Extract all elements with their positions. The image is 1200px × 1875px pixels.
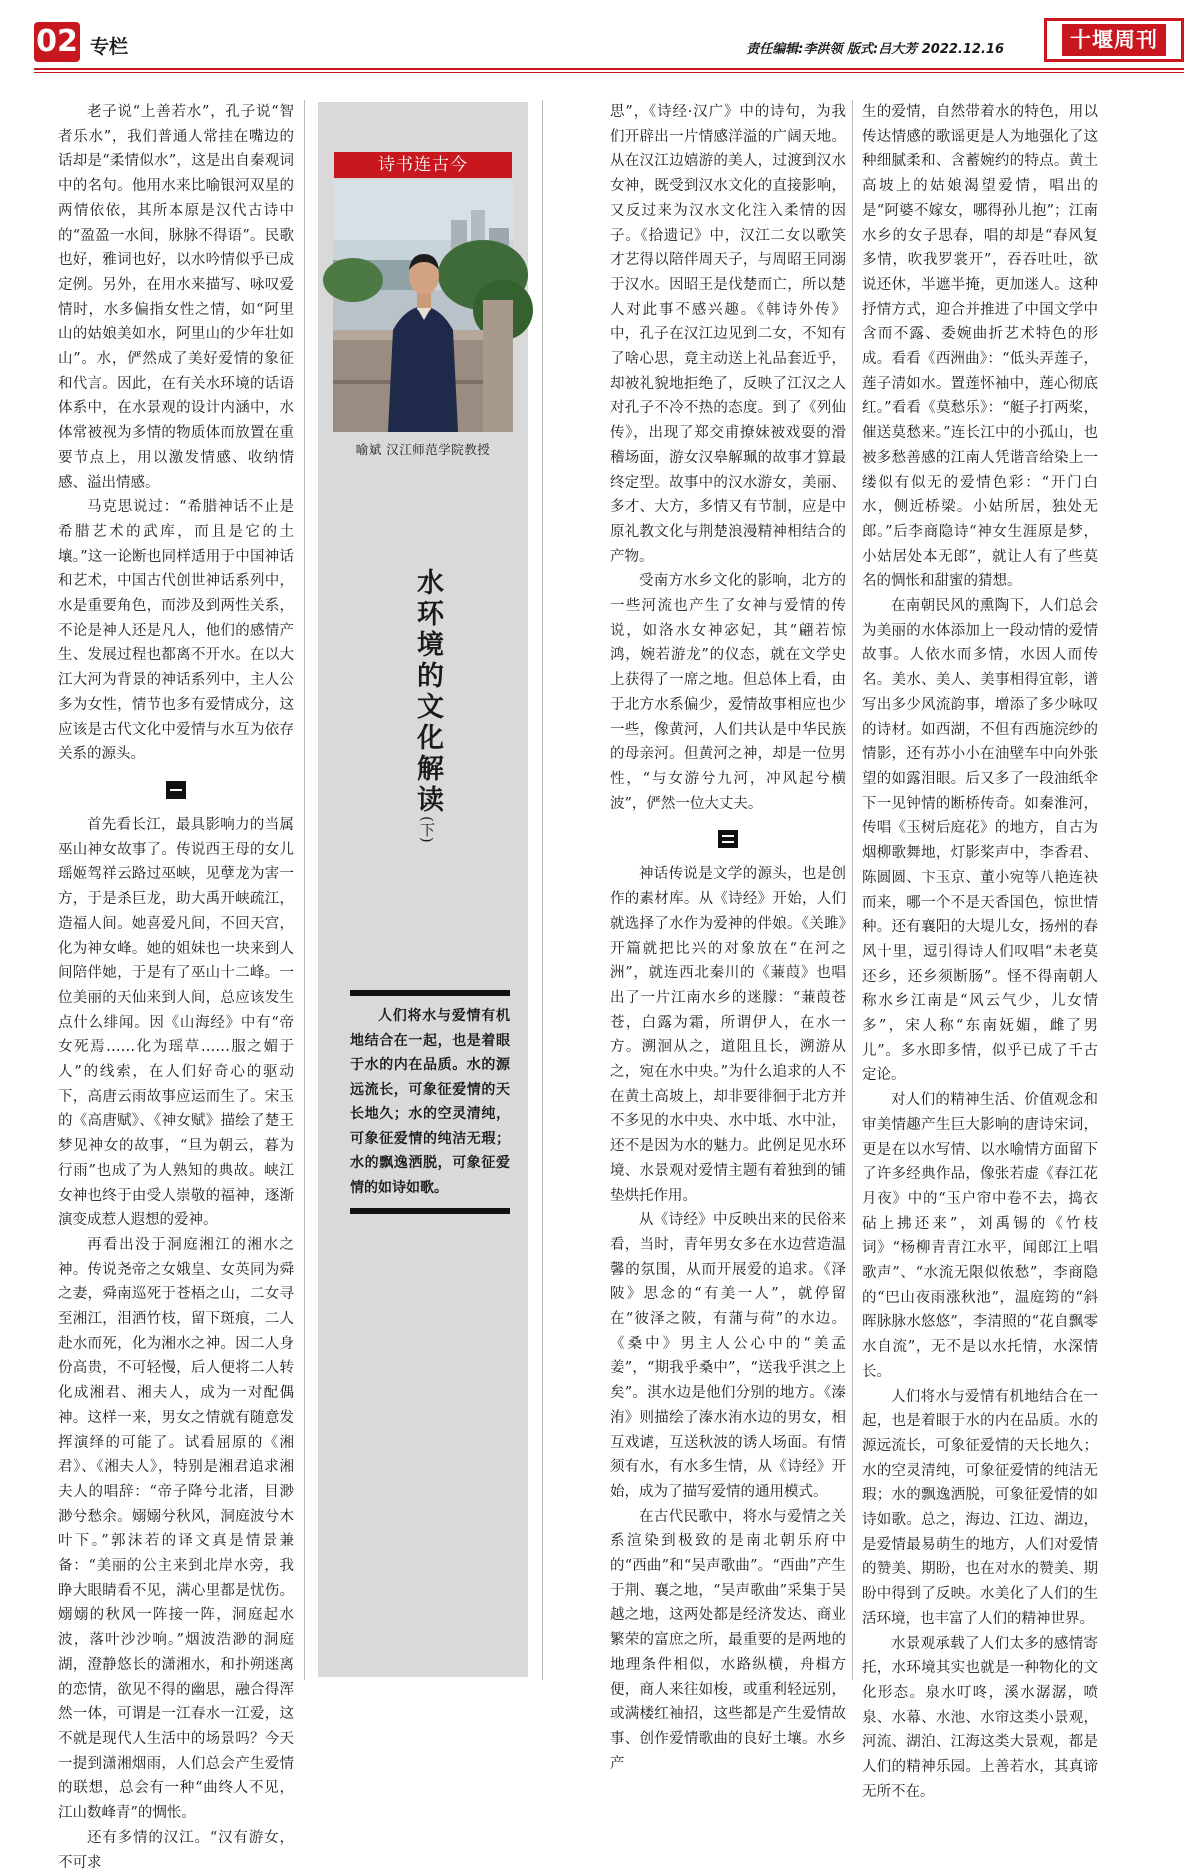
- section-marker-one: [166, 781, 186, 799]
- column-tag: 诗书连古今: [334, 152, 512, 178]
- author-photo: [333, 180, 513, 432]
- paragraph: 马克思说过：“希腊神话不止是希腊艺术的武库，而且是它的土壤。”这一论断也同样适用于中国神话和艺术，中国古代创世神话系列中，水是重要角色，而涉及到两性关系，不论是神人还是凡人，他们的感情产生、发展过程也都离不开水。在以大江大河为背景的神话系列中，主人公多为女性，情节也多有爱情成分，这应该是古代文化中爱情与水互为依存关系的源头。: [58, 499, 294, 763]
- article-title-part: (下): [418, 816, 436, 843]
- paragraph: 受南方水乡文化的影响，北方的一些河流也产生了女神与爱情的传说，如洛水女神宓妃，其“翩若惊鸿，婉若游龙”的仪态，就在文学史上获得了一席之地。但总体上看，由于北方水系偏少，爱情故事相应也少一些，像黄河，人们共认是中华民族的母亲河。但黄河之神，却是一位男性，“与女游兮九河，冲风起兮横波”，俨然一位大丈夫。: [610, 573, 846, 812]
- paragraph: 思”，《诗经·汉广》中的诗句，为我们开辟出一片情感洋溢的广阔天地。从在汉江边嬉游的美人，过渡到汉水女神，既受到汉水文化的直接影响，又反过来为汉水文化注入柔情的因子。《拾遗记》中，汉江二女以歌笑才艺得以陪伴周天子，与周昭王同溺于汉水。因昭王是伐楚而亡，所以楚人对此事不感兴趣。《韩诗外传》中，孔子在汉江边见到二女，不知有了啥心思，竟主动送上礼品套近乎，却被礼貌地拒绝了，反映了江汉之人对孔子不冷不热的态度。到了《列仙传》，出现了郑交甫撩妹被戏耍的滑稽场面，游女汉皋解珮的故事才算最终定型。故事中的汉水游女，美丽、多才、大方，多情又有节制，应是中原礼教文化与荆楚浪漫精神相结合的产物。: [610, 104, 846, 565]
- masthead-logo: [1044, 18, 1184, 62]
- header-rule: [34, 68, 1184, 70]
- article-column-4: [862, 100, 1098, 1800]
- column-divider: [542, 100, 543, 1680]
- paragraph: 在南朝民风的熏陶下，人们总会为美丽的水体添加上一段动情的爱情故事。人依水而多情，水因人而传名。美水、美人、美事相得宜彰，谱写出多少风流韵事，增添了多少咏叹的诗材。如西湖，不但有西施浣纱的情影，还有苏小小在油壁车中向外张望的如露泪眼。后又多了一段油纸伞下一见钟情的断桥传奇。如秦淮河，传唱《玉树后庭花》的地方，自古为烟柳歌舞地，灯影桨声中，李香君、陈圆圆、卞玉京、董小宛等八艳连袂而来，哪一个不是天香国色，惊世情种。还有襄阳的大堤儿女，扬州的春风十里，逗引得诗人们叹唱“未老莫还乡，还乡须断肠”。怪不得南朝人称水乡江南是“风云气少，儿女情多”，宋人称“东南妩媚，雌了男儿”。多水即多情，似乎已成了千古定论。: [862, 598, 1098, 1084]
- masthead-title: 十堰周刊: [1070, 27, 1158, 52]
- article-title-text: 水环境的文化解读: [412, 568, 443, 816]
- pull-quote: [350, 1004, 510, 1200]
- pull-quote-text: 人们将水与爱情有机地结合在一起，也是着眼于水的内在品质。水的源远流长，可象征爱情的天长地久；水的空灵清纯，可象征爱情的纯洁无瑕；水的飘逸洒脱，可象征爱情的如诗如歌。: [350, 1008, 510, 1196]
- paragraph: 神话传说是文学的源头，也是创作的素材库。从《诗经》开始，人们就选择了水作为爱神的伴娘。《关雎》开篇就把比兴的对象放在“在河之洲”，就连西北秦川的《蒹葭》也唱出了一片江南水乡的迷朦：“蒹葭苍苍，白露为霜，所谓伊人，在水一方。溯洄从之，道阻且长，溯游从之，宛在水中央。”为什么追求的人不在黄土高坡上，却非要徘徊于北方并不多见的水中央、水中坻、水中沚，还不是因为水的魅力。此例足见水环境、水景观对爱情主题有着独到的铺垫烘托作用。: [610, 866, 846, 1204]
- paragraph: 从《诗经》中反映出来的民俗来看，当时，青年男女多在水边营造温馨的氛围，从而开展爱的追求。《泽陂》思念的“有美一人”，就停留在“彼泽之陂，有蒲与荷”的水边。《桑中》男主人公心中的“美孟姜”，“期我乎桑中”，“送我乎淇之上矣”。淇水边是他们分别的地方。《溱洧》则描绘了溱水洧水边的男女，相互戏谑，互送秋波的诱人场面。有情须有水，有水多生情，从《诗经》开始，成为了描写爱情的通用模式。: [610, 1212, 846, 1500]
- paragraph: 对人们的精神生活、价值观念和审美情趣产生巨大影响的唐诗宋词，更是在以水写情、以水喻情方面留下了许多经典作品，像张若虚《春江花月夜》中的“玉户帘中卷不去，捣衣砧上拂还来”，刘禹锡的《竹枝词》“杨柳青青江水平，闻郎江上唱歌声”、“水流无限似侬愁”，李商隐的“巴山夜雨涨秋池”，温庭筠的“斜晖脉脉水悠悠”，李清照的“花自飘零水自流”，无不是以水托情，水深情长。: [862, 1092, 1098, 1380]
- section-marker-two: [718, 830, 738, 848]
- article-column-3: [610, 100, 846, 1772]
- paragraph: 再看出没于洞庭湘江的湘水之神。传说尧帝之女娥皇、女英同为舜之妻，舜南巡死于苍梧之山，二女寻至湘江，泪洒竹枝，留下斑痕，二人赴水而死，化为湘水之神。因二人身份高贵，不可轻慢，后人便将二人转化成湘君、湘夫人，成为一对配偶神。这样一来，男女之情就有随意发挥演绎的可能了。试看屈原的《湘君》、《湘夫人》，特别是湘君追求湘夫人的唱辞：“帝子降兮北渚，目渺渺兮愁余。嫋嫋兮秋风，洞庭波兮木叶下。”郭沫若的译文真是情景兼备：“美丽的公主来到北岸水旁，我睁大眼睛看不见，满心里都是忧伤。嫋嫋的秋风一阵接一阵，洞庭起水波，落叶沙沙响。”烟波浩渺的洞庭湖，澄静悠长的潇湘水，和扑朔迷离的恋情，欲见不得的幽思，融合得浑然一体，可谓是一江春水一江爱，这不就是现代人生活中的场景吗？今天一提到潇湘烟雨，人们总会产生爱情的联想，总会有一种“曲终人不见，江山数峰青”的惆怅。: [58, 1236, 294, 1822]
- column-divider: [304, 100, 305, 1680]
- header-rule-thin: [34, 72, 1184, 73]
- paragraph: 老子说“上善若水”，孔子说“智者乐水”，我们普通人常挂在嘴边的话却是“柔情似水”，这是出自秦观词中的名句。他用水来比喻银河双星的两情依依，其所本原是汉代古诗中的“盈盈一水间，脉脉不得语”。民歌也好，雅词也好，以水吟情似乎已成定例。另外，在用水来描写、咏叹爱情时，水多偏指女性之情，如“阿里山的姑娘美如水，阿里山的少年壮如山”。水，俨然成了美好爱情的象征和代言。因此，在有关水环境的话语体系中，在水景观的设计内涵中，水体常被视为多情的物质体而放置在重要节点上，用以激发情感、收纳情感、溢出情感。: [58, 104, 294, 491]
- paragraph: 在古代民歌中，将水与爱情之关系渲染到极致的是南北朝乐府中的“西曲”和“吴声歌曲”。“西曲”产生于荆、襄之地，“吴声歌曲”采集于吴越之地，这两处都是经济发达、商业繁荣的富庶之所，最重要的是两地的地理条件相似，水路纵横，舟楫方便，商人来往如梭，或重利轻远别，或满楼红袖招，这些都是产生爱情故事、创作爱情歌曲的良好土壤。水乡产: [610, 1508, 846, 1772]
- paragraph: 水景观承载了人们太多的感情寄托，水环境其实也就是一种物化的文化形态。泉水叮咚，溪水潺潺，喷泉、水幕、水池、水帘这类小景观，河流、湖泊、江海这类大景观，都是人们的精神乐园。上善若水，其真谛无所不在。: [862, 1635, 1098, 1800]
- article-title: [410, 568, 444, 843]
- column-divider: [852, 100, 853, 1680]
- article-column-1: [58, 100, 294, 1871]
- paragraph: 人们将水与爱情有机地结合在一起，也是着眼于水的内在品质。水的源远流长，可象征爱情的天长地久；水的空灵清纯，可象征爱情的纯洁无瑕；水的飘逸洒脱，可象征爱情的如诗如歌。总之，海边、江边、湖边，是爱情最易萌生的地方，人们对爱情的赞美、期盼，也在对水的赞美、期盼中得到了反映。水美化了人们的生活环境，也丰富了人们的精神世界。: [862, 1388, 1098, 1627]
- page-header: [34, 18, 1184, 64]
- editor-credits: 责任编辑:李洪领 版式:吕大芳 2022.12.16: [746, 42, 1004, 57]
- paragraph: 首先看长江，最具影响力的当属巫山神女故事了。传说西王母的女儿瑶姬驾祥云路过巫峡，见孽龙为害一方，于是杀巨龙，助大禹开峡疏江，造福人间。她喜爱凡间，不回天宫，化为神女峰。她的姐妹也一块来到人间陪伴她，于是有了巫山十二峰。一位美丽的天仙来到人间，总应该发生点什么绯闻。因《山海经》中有“帝女死焉……化为瑶草……服之媚于人”的线索，在人们好奇心的驱动下，高唐云雨故事应运而生了。宋玉的《高唐赋》、《神女赋》描绘了楚王梦见神女的故事，“旦为朝云，暮为行雨”也成了为人熟知的典故。峡江女神也终于由受人崇敬的福神，逐渐演变成惹人遐想的爱神。: [58, 816, 294, 1229]
- pullquote-bottom-bar: [350, 1208, 510, 1214]
- paragraph: 生的爱情，自然带着水的特色，用以传达情感的歌谣更是人为地强化了这种细腻柔和、含蓄婉约的特点。黄土高坡上的姑娘渴望爱情，唱出的是“阿婆不嫁女，哪得孙儿抱”；江南水乡的女子思春，唱的却是“春风复多情，吹我罗裳开”，吞吞吐吐，欲说还休，半遮半掩，更加迷人。这种抒情方式，迎合并推进了中国文学中含而不露、委婉曲折艺术特色的形成。看看《西洲曲》：“低头弄莲子，莲子清如水。置莲怀袖中，莲心彻底红。”看看《莫愁乐》：“艇子打两桨，催送莫愁来。”连长江中的小孤山，也被多愁善感的江南人凭谐音给染上一缕似有似无的爱情色彩：“开门白水，侧近桥梁。小姑所居，独处无郎。”后李商隐诗“神女生涯原是梦，小姑居处本无郎”，就让人有了些莫名的惆怅和甜蜜的猜想。: [862, 104, 1098, 590]
- section-name: 专栏: [90, 36, 129, 58]
- page-number: 02: [34, 22, 80, 62]
- pullquote-top-bar: [350, 990, 510, 996]
- photo-caption: 喻斌 汉江师范学院教授: [355, 442, 491, 457]
- paragraph: 还有多情的汉江。“汉有游女，不可求: [58, 1829, 294, 1871]
